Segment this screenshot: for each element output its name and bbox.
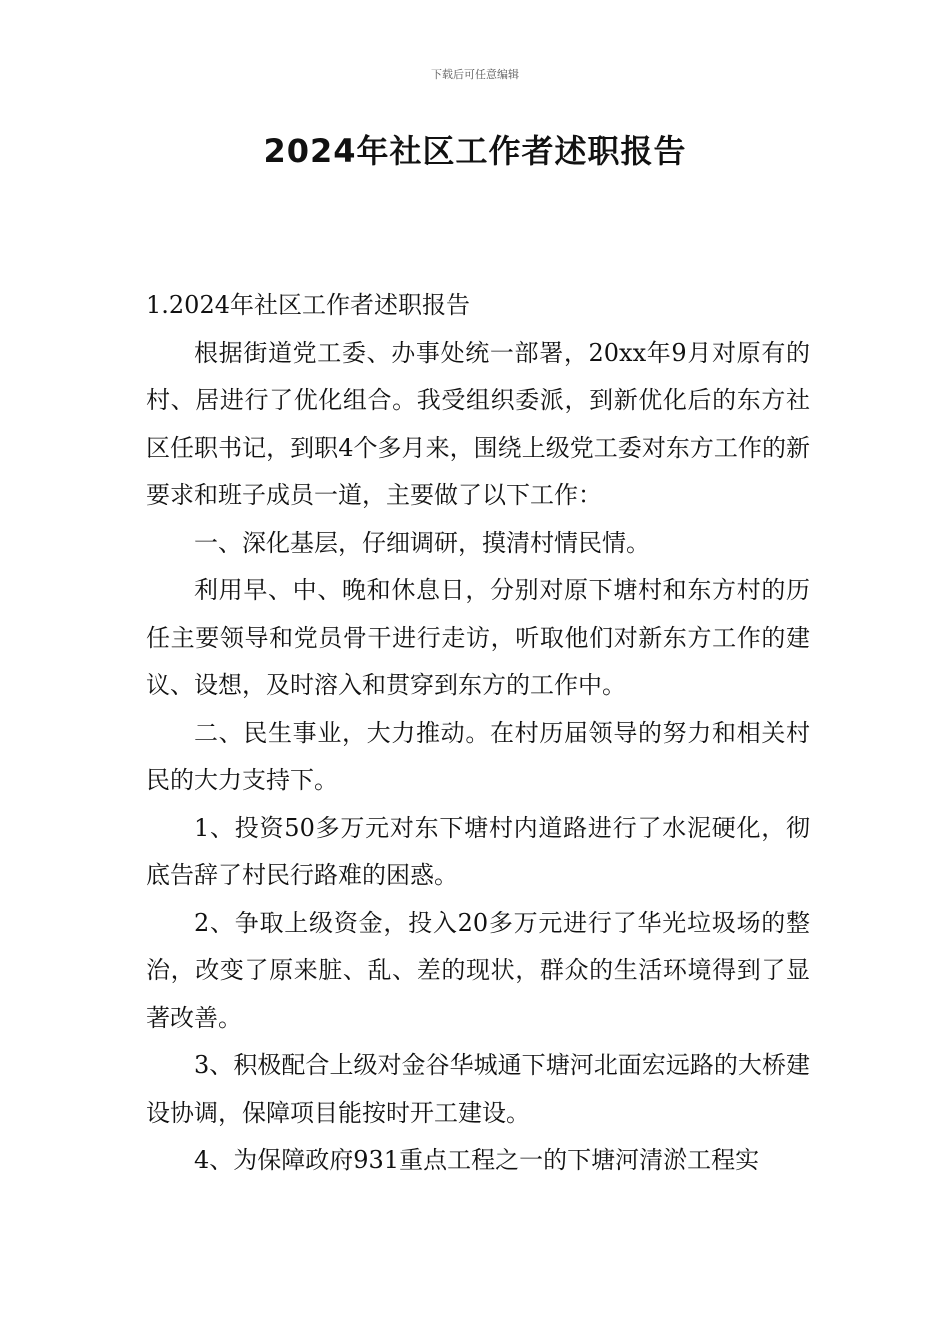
paragraph: 3、积极配合上级对金谷华城通下塘河北面宏远路的大桥建设协调，保障项目能按时开工建设。 — [146, 1051, 810, 1127]
paragraph: 4、为保障政府931重点工程之一的下塘河清淤工程实 — [194, 1146, 760, 1174]
paragraph: 利用早、中、晚和休息日，分别对原下塘村和东方村的历任主要领导和党员骨干进行走访，听取他们对新东方工作的建议、设想，及时溶入和贯穿到东方的工作中。 — [146, 576, 810, 699]
paragraph: 根据街道党工委、办事处统一部署，20xx年9月对原有的村、居进行了优化组合。我受组织委派，到新优化后的东方社区任职书记，到职4个多月来，围绕上级党工委对东方工作的新要求和班子成员一道，主要做了以下工作： — [146, 338, 810, 509]
document-body — [146, 282, 810, 1185]
section-heading: 1.2024年社区工作者述职报告 — [146, 291, 470, 319]
paragraph: 二、民生事业，大力推动。在村历届领导的努力和相关村民的大力支持下。 — [146, 718, 810, 794]
paragraph: 1、投资50多万元对东下塘村内道路进行了水泥硬化，彻底告辞了村民行路难的困惑。 — [146, 813, 810, 889]
paragraph: 2、争取上级资金，投入20多万元进行了华光垃圾场的整治，改变了原来脏、乱、差的现状，群众的生活环境得到了显著改善。 — [146, 908, 810, 1032]
header-note: 下载后可任意编辑 — [431, 68, 519, 81]
paragraph: 一、深化基层，仔细调研，摸清村情民情。 — [194, 528, 650, 557]
document-title: 2024年社区工作者述职报告 — [263, 132, 687, 170]
